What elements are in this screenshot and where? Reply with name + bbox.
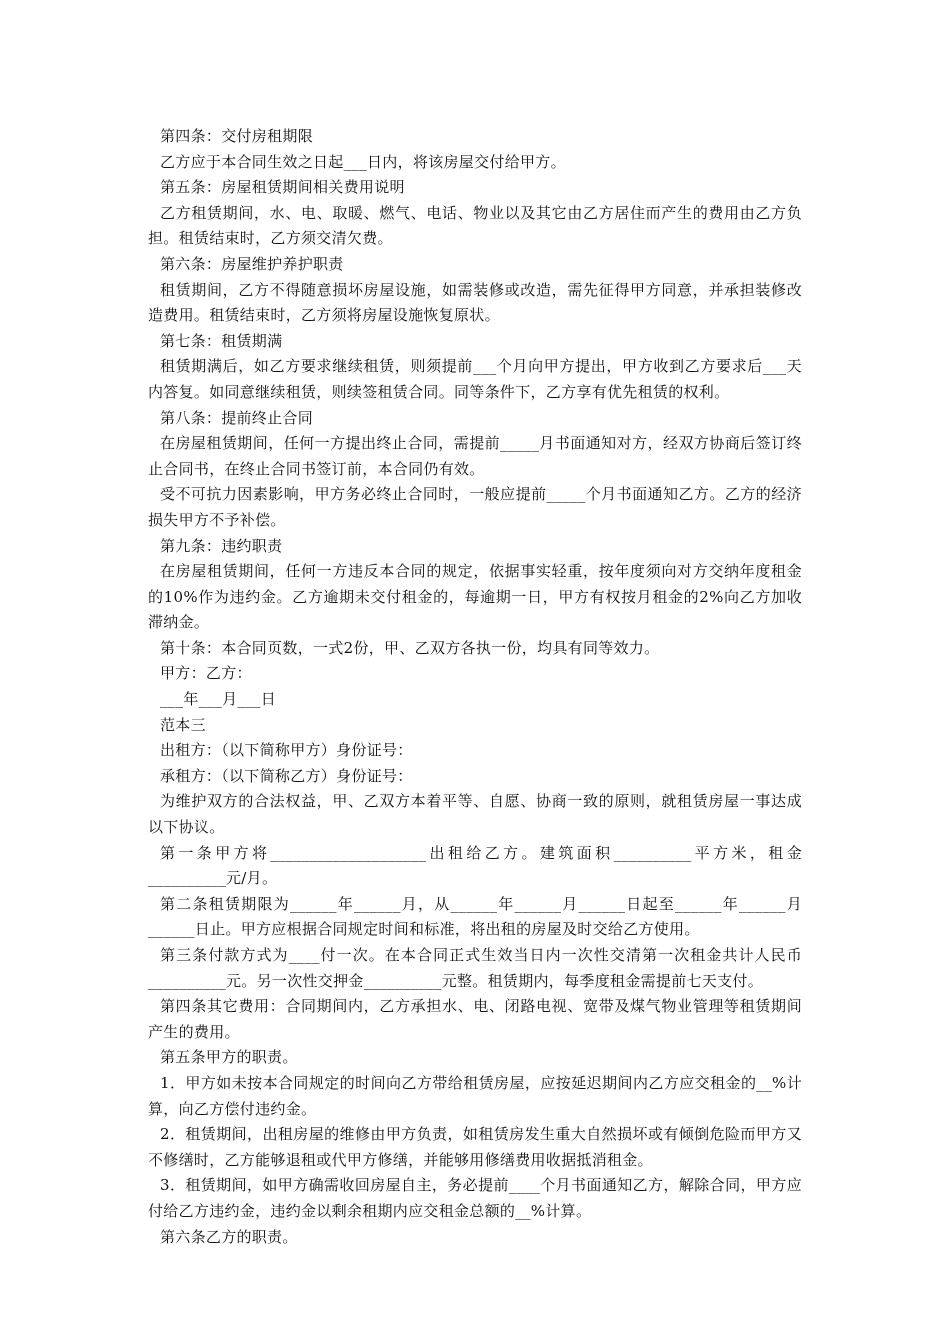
clause-2: 第二条租赁期限为______年______月，从______年______月______日起至______年______月______日止。甲方应根据合同规定时间和标准，将出租的房屋及时交给乙方使用。: [148, 894, 802, 939]
article-6-heading: 第六条：房屋维护养护职责: [160, 254, 344, 273]
article-7-heading: 第七条：租赁期满: [160, 331, 283, 350]
signature-parties: 甲方：乙方：: [160, 664, 252, 683]
article-9-text: 在房屋租赁期间，任何一方违反本合同的规定，依据事实轻重，按年度须向对方交纳年度租金的10%作为违约金。乙方逾期未交付租金的，每逾期一日，甲方有权按月租金的2%向乙方加收滞纳金。: [148, 562, 802, 632]
lessor-line: 出租方：（以下简称甲方）身份证号：: [160, 741, 413, 760]
clause-1: 第一条甲方将____________________出租给乙方。建筑面积__________平方米，租金__________元/月。: [148, 843, 802, 888]
clause-3: 第三条付款方式为____付一次。在本合同正式生效当日内一次性交清第一次租金共计人民币__________元。另一次性交押金__________元整。租赁期内，每季度租金需提前七天支付。: [148, 946, 802, 990]
article-8-text-1: 在房屋租赁期间，任何一方提出终止合同，需提前_____月书面通知对方，经双方协商后签订终止合同书，在终止合同书签订前，本合同仍有效。: [148, 434, 802, 478]
preamble: 为维护双方的合法权益，甲、乙双方本着平等、自愿、协商一致的原则，就租赁房屋一事达成以下协议。: [148, 792, 802, 837]
signature-date: ___年___月___日: [160, 690, 277, 709]
clause-5-heading: 第五条甲方的职责。: [160, 1048, 298, 1067]
clause-5-item-1: 1．甲方如未按本合同规定的时间向乙方带给租赁房屋，应按延迟期间内乙方应交租金的__%计算，向乙方偿付违约金。: [148, 1073, 802, 1118]
article-7-text: 租赁期满后，如乙方要求继续租赁，则须提前___个月向甲方提出，甲方收到乙方要求后___天内答复。如同意继续租赁，则续签租赁合同。同等条件下，乙方享有优先租赁的权利。: [148, 357, 802, 401]
template-3-title: 范本三: [160, 715, 206, 734]
article-4-heading: 第四条：交付房租期限: [160, 127, 314, 145]
clause-4: 第四条其它费用：合同期间内，乙方承担水、电、闭路电视、宽带及煤气物业管理等租赁期间产生的费用。: [148, 997, 802, 1041]
article-8-text-2: 受不可抗力因素影响，甲方务必终止合同时，一般应提前_____个月书面通知乙方。乙方的经济损失甲方不予补偿。: [148, 485, 802, 529]
article-9-heading: 第九条：违约职责: [160, 536, 283, 555]
article-8-heading: 第八条：提前终止合同: [160, 408, 314, 427]
lessee-line: 承租方：（以下简称乙方）身份证号：: [160, 766, 413, 785]
clause-6-heading: 第六条乙方的职责。: [160, 1227, 298, 1246]
article-6-text: 租赁期间，乙方不得随意损坏房屋设施，如需装修或改造，需先征得甲方同意，并承担装修改造费用。租赁结束时，乙方须将房屋设施恢复原状。: [148, 280, 802, 325]
article-4-text: 乙方应于本合同生效之日起___日内，将该房屋交付给甲方。: [160, 152, 566, 171]
contract-body: [148, 124, 802, 1250]
clause-5-item-2: 2．租赁期间，出租房屋的维修由甲方负责，如租赁房发生重大自然损坏或有倾倒危险而甲方又不修缮时，乙方能够退租或代甲方修缮，并能够用修缮费用收据抵消租金。: [148, 1125, 802, 1169]
article-5-heading: 第五条：房屋租赁期间相关费用说明: [160, 178, 405, 197]
article-10-text: 第十条：本合同页数，一式2份，甲、乙双方各执一份，均具有同等效力。: [160, 638, 660, 657]
clause-5-item-3: 3．租赁期间，如甲方确需收回房屋自主，务必提前____个月书面通知乙方，解除合同，甲方应付给乙方违约金，违约金以剩余租期内应交租金总额的__%计算。: [148, 1176, 802, 1220]
article-5-text: 乙方租赁期间，水、电、取暖、燃气、电话、物业以及其它由乙方居住而产生的费用由乙方负担。租赁结束时，乙方须交清欠费。: [148, 203, 802, 248]
